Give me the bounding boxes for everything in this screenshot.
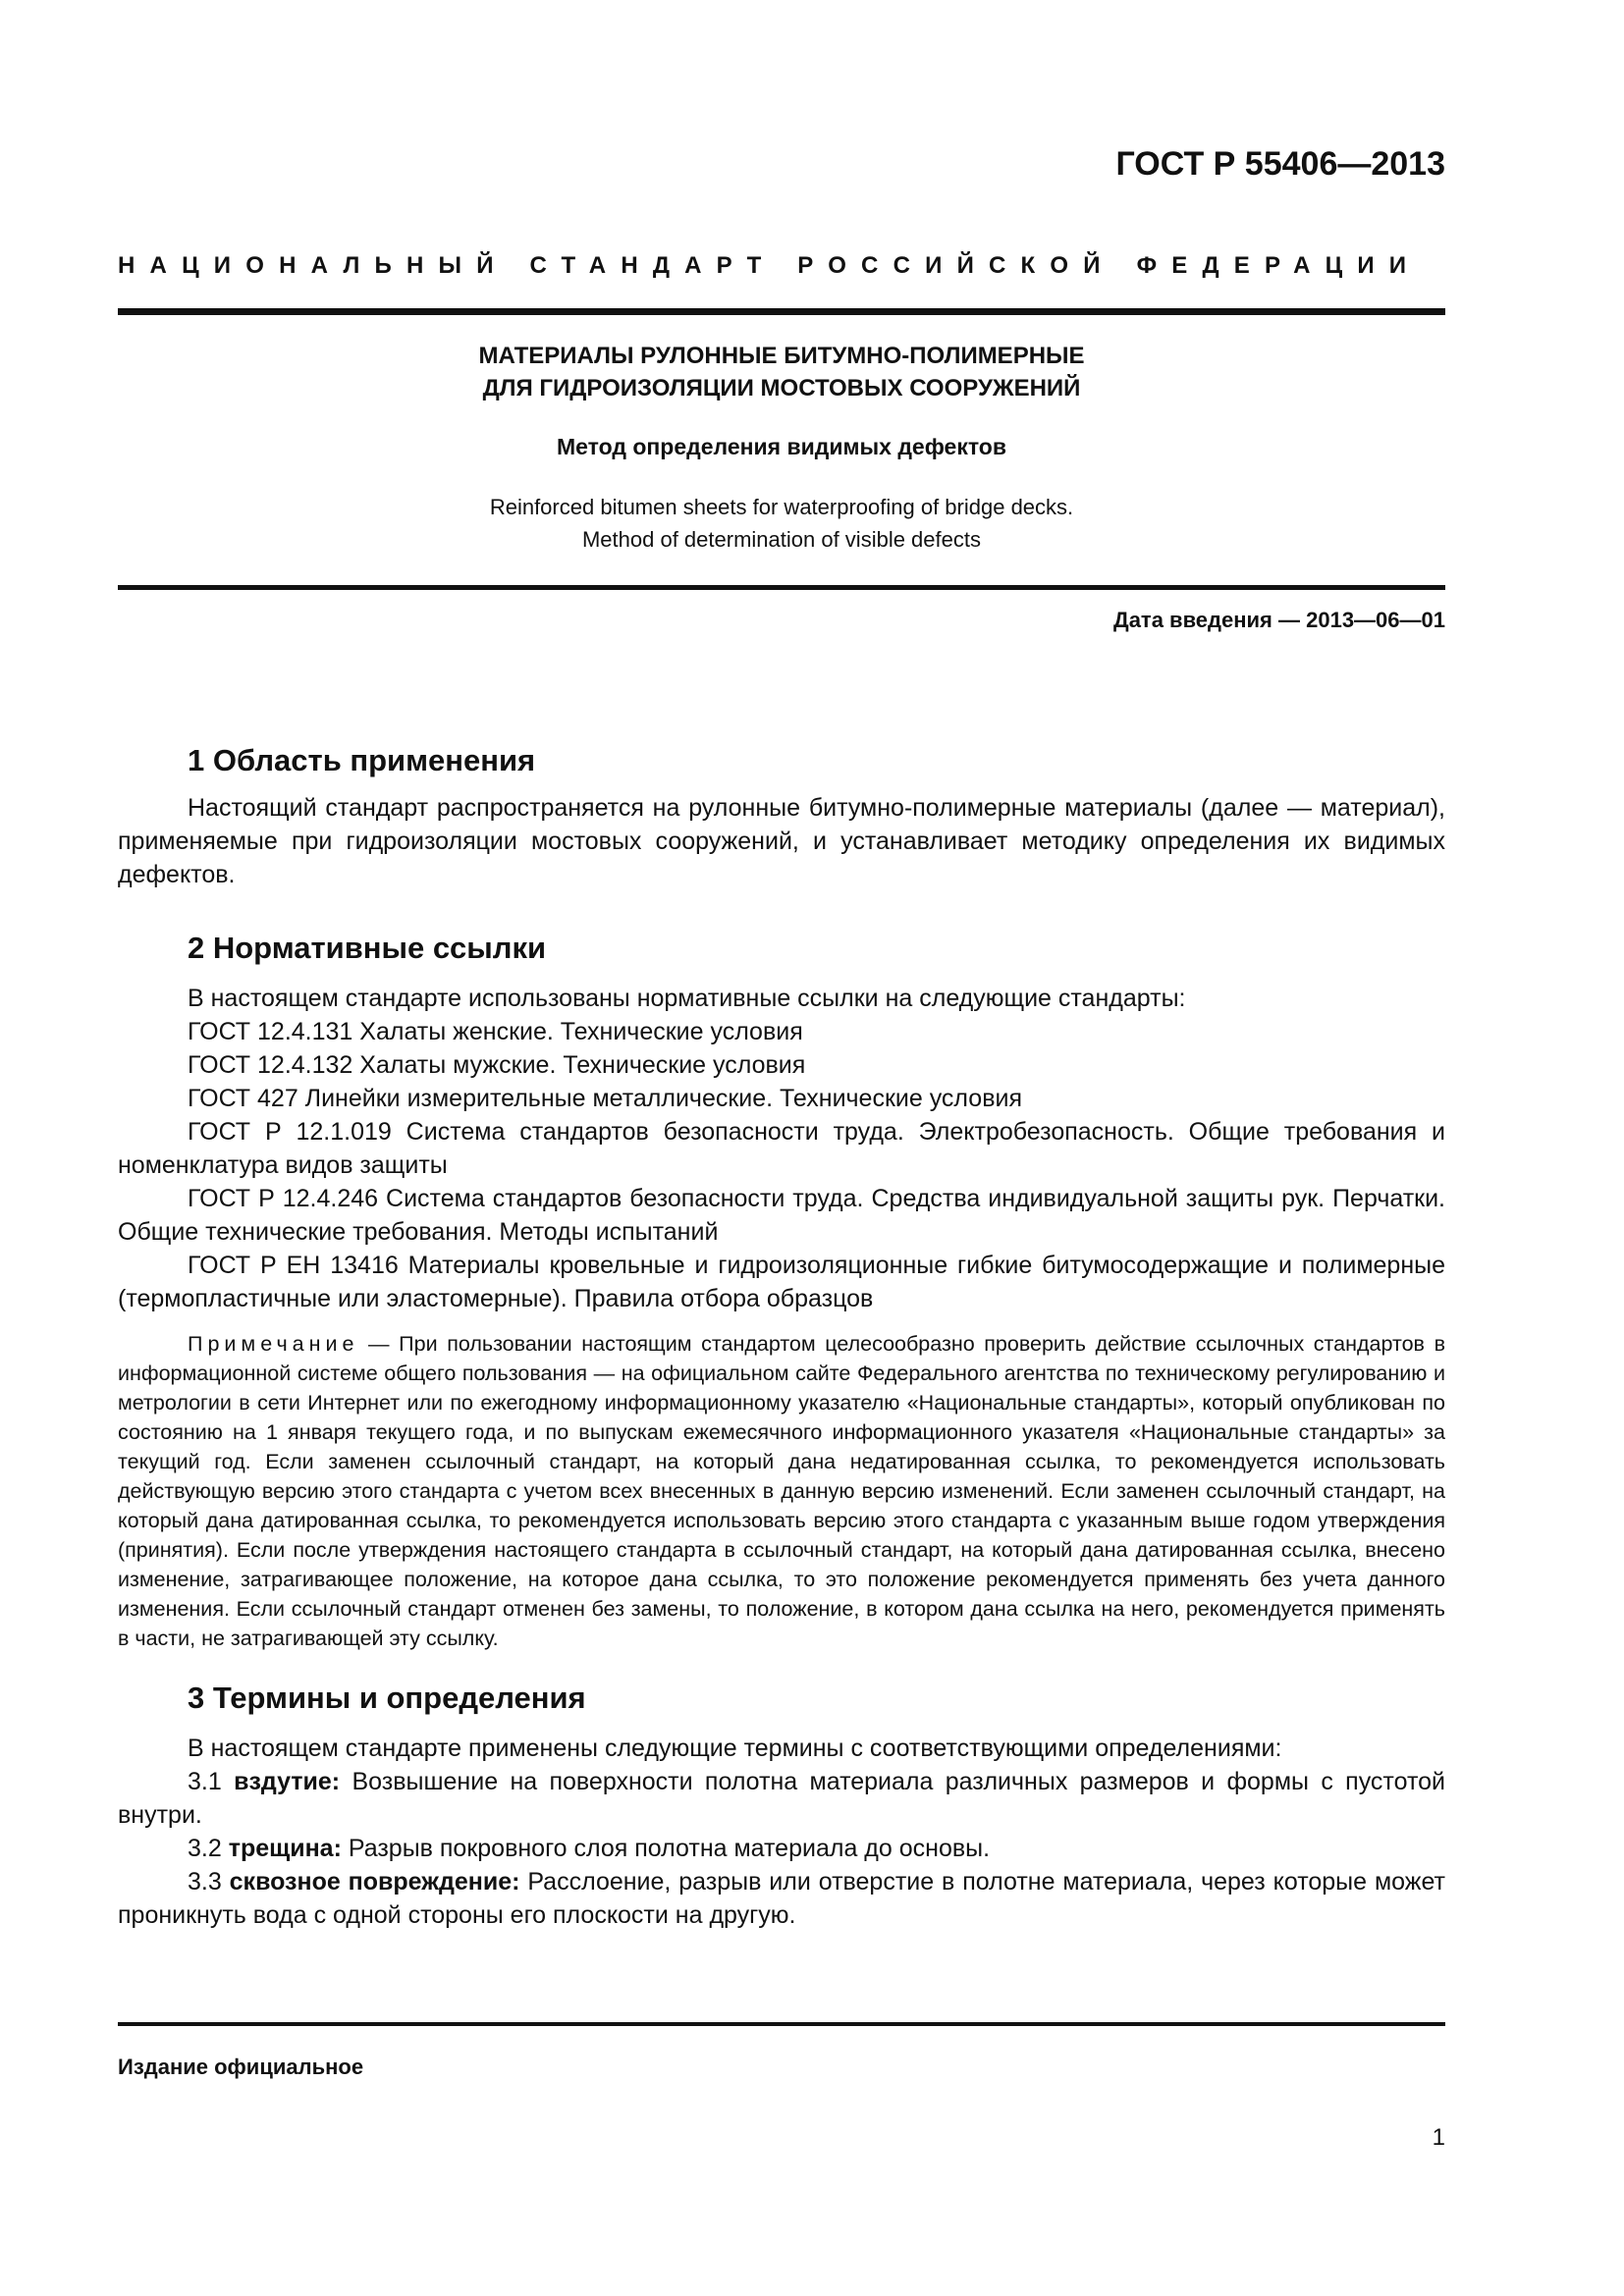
section-2-intro: В настоящем стандарте использованы нормативные ссылки на следующие стандарты:: [188, 985, 1186, 1012]
term-item: [118, 1832, 1445, 1865]
section-3-intro: В настоящем стандарте применены следующие термины с соответствующими определениями:: [188, 1735, 1282, 1762]
term-name: вздутие:: [234, 1768, 341, 1795]
bottom-rule: [118, 2022, 1445, 2026]
term-number: 3.1: [188, 1768, 235, 1795]
reference-note: [118, 1329, 1445, 1653]
reference-item: ГОСТ 12.4.132 Халаты мужские. Технические условия: [188, 1051, 806, 1079]
reference-item: ГОСТ Р 12.1.019 Система стандартов безопасности труда. Электробезопасность. Общие требования и номенклатура видов защиты: [118, 1118, 1445, 1179]
title-english-line-1: Reinforced bitumen sheets for waterproofing of bridge decks.: [489, 495, 1074, 519]
note-label: Примечание: [188, 1332, 359, 1356]
document-body: [118, 741, 1445, 1932]
title-line-2: ДЛЯ ГИДРОИЗОЛЯЦИИ МОСТОВЫХ СООРУЖЕНИЙ: [482, 375, 1081, 401]
term-number: 3.2: [188, 1835, 229, 1862]
standard-number: ГОСТ Р 55406—2013: [1115, 145, 1445, 183]
note-text: — При пользовании настоящим стандартом целесообразно проверить действие ссылочных стандартов в информационной системе общего пользования — на официальном сайте Федерального агентства по техническому регулированию и метрологии в сети Интернет или по ежегодному информационному указателю «Национальные стандарты», который опубликован по состоянию на 1 января текущего года, и по выпускам ежемесячного информационного указателя «Национальные стандарты» за текущий год. Если заменен ссылочный стандарт, на который дана недатированная ссылка, то рекомендуется использовать действующую версию этого стандарта с учетом всех внесенных в данную версию изменений. Если заменен ссылочный стандарт, на который дана датированная ссылка, то рекомендуется использовать версию этого стандарта с указанным выше годом утверждения (принятия). Если после утверждения настоящего стандарта в ссылочный стандарт, на который дана датированная ссылка, внесено изменение, затрагивающее положение, на которое дана ссылка, то это положение рекомендуется применять без учета данного изменения. Если ссылочный стандарт отменен без замены, то положение, в котором дана ссылка на него, рекомендуется применять в части, не затрагивающей эту ссылку.: [118, 1332, 1445, 1650]
introduction-date: Дата введения — 2013—06—01: [1113, 608, 1445, 632]
term-item: [118, 1865, 1445, 1932]
reference-item: ГОСТ 427 Линейки измерительные металлические. Технические условия: [188, 1085, 1022, 1112]
term-definition: Возвышение на поверхности полотна материала различных размеров и формы с пустотой внутри.: [118, 1768, 1445, 1829]
top-rule: [118, 308, 1445, 315]
term-name: сквозное повреждение:: [229, 1868, 520, 1896]
reference-item: ГОСТ Р 12.4.246 Система стандартов безопасности труда. Средства индивидуальной защиты рук. Перчатки. Общие технические требования. Методы испытаний: [118, 1185, 1445, 1246]
title-subtitle: Метод определения видимых дефектов: [557, 434, 1006, 459]
title-block: [118, 340, 1445, 556]
term-definition: Разрыв покровного слоя полотна материала до основы.: [341, 1835, 991, 1862]
title-english-line-2: Method of determination of visible defects: [581, 527, 981, 552]
official-edition-label: Издание официальное: [118, 2055, 364, 2079]
term-item: [118, 1765, 1445, 1832]
title-english: [118, 491, 1445, 556]
national-standard-banner: НАЦИОНАЛЬНЫЙ СТАНДАРТ РОССИЙСКОЙ ФЕДЕРАЦИИ: [118, 252, 1422, 279]
section-1-heading: 1 Область применения: [188, 743, 536, 777]
section-1-text: Настоящий стандарт распространяется на рулонные битумно-полимерные материалы (далее — материал), применяемые при гидроизоляции мостовых сооружений, и устанавливает методику определения их видимых дефектов.: [118, 794, 1445, 888]
title-line-1: МАТЕРИАЛЫ РУЛОННЫЕ БИТУМНО-ПОЛИМЕРНЫЕ: [478, 343, 1085, 369]
section-2-body: [118, 982, 1445, 1315]
section-3-heading: 3 Термины и определения: [188, 1681, 586, 1715]
page-number: 1: [1432, 2124, 1445, 2151]
section-3-body: [118, 1732, 1445, 1932]
term-definition: Расслоение, разрыв или отверстие в полотне материала, через которые может проникнуть вода с одной стороны его плоскости на другую.: [118, 1868, 1446, 1929]
reference-item: ГОСТ Р ЕН 13416 Материалы кровельные и гидроизоляционные гибкие битумосодержащие и полимерные (термопластичные или эластомерные). Правила отбора образцов: [118, 1252, 1445, 1312]
section-2-heading: 2 Нормативные ссылки: [188, 931, 547, 965]
title-rule: [118, 585, 1445, 590]
term-number: 3.3: [188, 1868, 230, 1896]
reference-item: ГОСТ 12.4.131 Халаты женские. Технические условия: [188, 1018, 803, 1045]
term-name: трещина:: [228, 1835, 342, 1862]
